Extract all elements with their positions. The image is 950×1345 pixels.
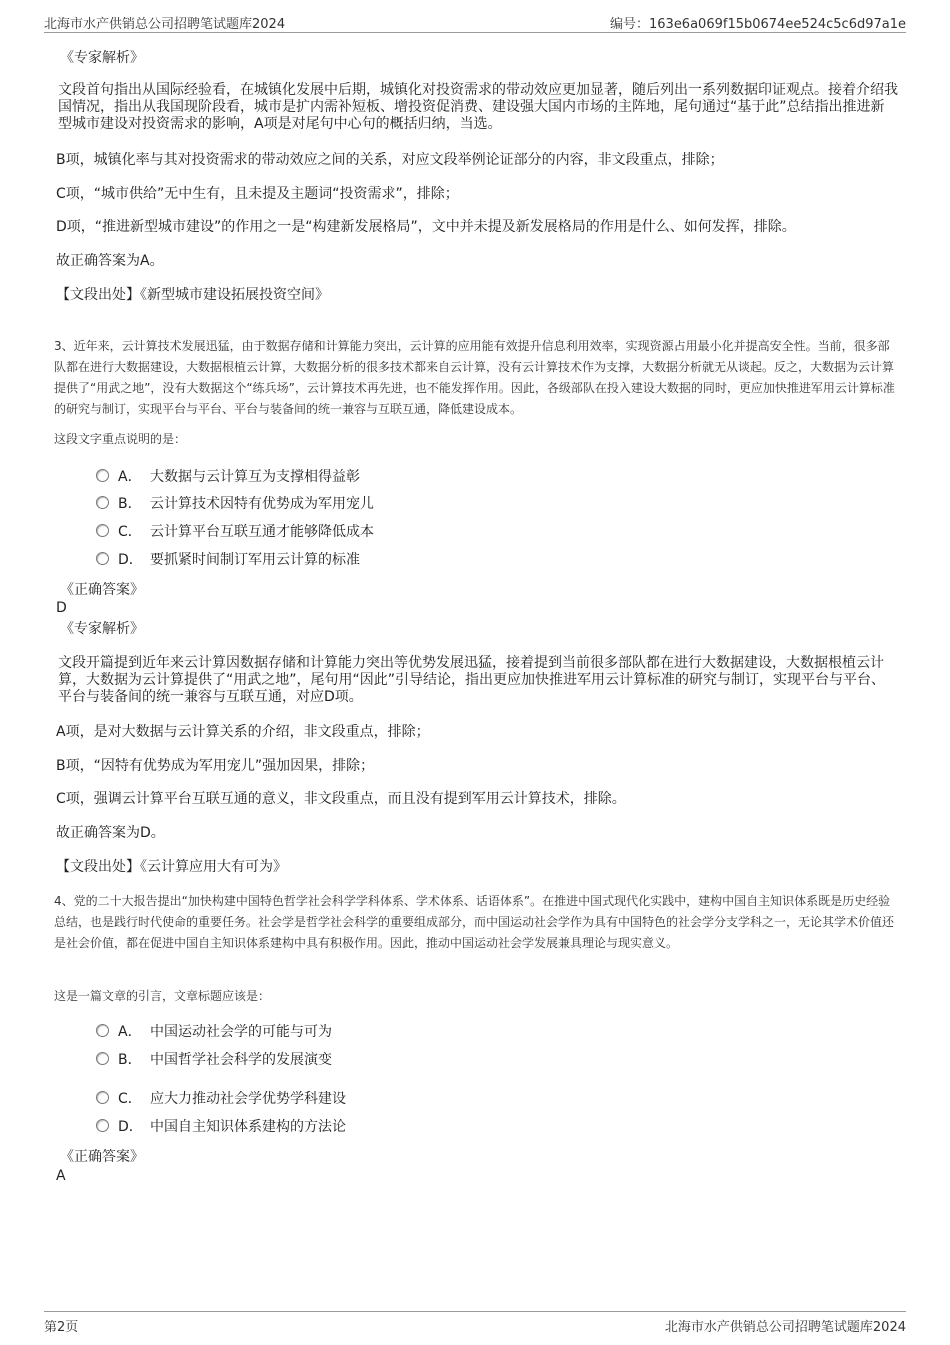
option-b-analysis: B项，城镇化率与其对投资需求的带动效应之间的关系，对应文段举例论证部分的内容，非文段重点，排除； (56, 152, 724, 168)
radio-icon[interactable] (96, 496, 109, 509)
option-a[interactable]: A． 大数据与云计算互为支撑相得益彰 (96, 467, 360, 487)
option-b[interactable]: B． 中国哲学社会科学的发展演变 (96, 1050, 332, 1070)
question-prompt: 这段文字重点说明的是： (54, 432, 187, 446)
option-b[interactable]: B． 云计算技术因特有优势成为军用宠儿 (96, 494, 374, 514)
radio-icon[interactable] (96, 1119, 109, 1132)
answer-label: 《正确答案》 (60, 582, 144, 598)
option-a-analysis: A项，是对大数据与云计算关系的介绍，非文段重点，排除； (56, 724, 430, 740)
page-number: 第2页 (44, 1320, 79, 1335)
header-title: 北海市水产供销总公司招聘笔试题库2024 (44, 17, 286, 32)
option-c[interactable]: C． 云计算平台互联互通才能够降低成本 (96, 522, 374, 542)
answer-label: 《正确答案》 (60, 1149, 144, 1165)
analysis-text: 文段开篇提到近年来云计算因数据存储和计算能力突出等优势发展迅猛，接着提到当前很多部队都在进行大数据建设，大数据根植云计算，大数据为云计算提供了“用武之地”，尾句用“因此”引导结论，指出更应加快推进军用云计算标准的研究与制订，实现平台与平台、平台与装备间的统一兼容与互联互通，对应D项。 (58, 655, 886, 705)
source: 【文段出处】《云计算应用大有可为》 (56, 859, 287, 875)
radio-icon[interactable] (96, 469, 109, 482)
header-doc-id: 编号：163e6a069f15b0674ee524c5c6d97a1e (610, 17, 906, 32)
question-stem: 3、近年来，云计算技术发展迅猛，由于数据存储和计算能力突出，云计算的应用能有效提升信息利用效率，实现资源占用最小化并提高安全性。当前，很多部队都在进行大数据建设，大数据根植云计算，大数据分析的很多技术都来自云计算，没有云计算技术作为支撑，大数据分析就无从谈起。反之，大数据为云计算提供了“用武之地”，没有大数据这个“练兵场”，云计算技术再先进，也不能发挥作用。因此，各级部队在投入建设大数据的同时，更应加快推进军用云计算标准的研究与制订，实现平台与平台、平台与装备间的统一兼容与互联互通，降低建设成本。 (54, 339, 895, 416)
radio-icon[interactable] (96, 1091, 109, 1104)
analysis-text: 文段首句指出从国际经验看，在城镇化发展中后期，城镇化对投资需求的带动效应更加显著，随后列出一系列数据印证观点。接着介绍我国情况，指出从我国现阶段看，城市是扩内需补短板、增投资促消费、建设强大国内市场的主阵地，尾句通过“基于此”总结指出推进新型城市建设对投资需求的影响，A项是对尾句中心句的概括归纳，当选。 (58, 82, 898, 132)
conclusion: 故正确答案为D。 (56, 825, 165, 841)
option-c[interactable]: C． 应大力推动社会学优势学科建设 (96, 1089, 346, 1109)
analysis-label: 《专家解析》 (60, 621, 144, 637)
option-b-analysis: B项，“因特有优势成为军用宠儿”强加因果，排除； (56, 758, 375, 774)
option-a[interactable]: A． 中国运动社会学的可能与可为 (96, 1022, 332, 1042)
option-d-analysis: D项，“推进新型城市建设”的作用之一是“构建新发展格局”，文中并未提及新发展格局的作用是什么、如何发挥，排除。 (56, 219, 796, 235)
radio-icon[interactable] (96, 1024, 109, 1037)
footer-title: 北海市水产供销总公司招聘笔试题库2024 (664, 1320, 906, 1335)
conclusion: 故正确答案为A。 (56, 253, 164, 269)
page-header (44, 10, 906, 33)
answer-value: D (56, 600, 67, 616)
option-c-analysis: C项，强调云计算平台互联互通的意义，非文段重点，而且没有提到军用云计算技术，排除。 (56, 791, 626, 807)
radio-icon[interactable] (96, 524, 109, 537)
question-stem: 4、党的二十大报告提出“加快构建中国特色哲学社会科学学科体系、学术体系、话语体系”。在推进中国式现代化实践中，建构中国自主知识体系既是历史经验总结，也是践行时代使命的重要任务。社会学是哲学社会科学的重要组成部分，而中国运动社会学作为具有中国特色的社会学分支学科之一，无论其学术价值还是社会价值，都在促进中国自主知识体系建构中具有积极作用。因此，推动中国运动社会学发展兼具理论与现实意义。 (54, 894, 895, 950)
answer-value: A (56, 1168, 66, 1184)
option-d[interactable]: D． 要抓紧时间制订军用云计算的标准 (96, 550, 360, 570)
source: 【文段出处】《新型城市建设拓展投资空间》 (56, 287, 329, 303)
radio-icon[interactable] (96, 1052, 109, 1065)
option-d[interactable]: D． 中国自主知识体系建构的方法论 (96, 1117, 346, 1137)
analysis-label: 《专家解析》 (60, 50, 144, 66)
radio-icon[interactable] (96, 552, 109, 565)
question-prompt: 这是一篇文章的引言，文章标题应该是： (54, 989, 271, 1003)
option-c-analysis: C项，“城市供给”无中生有，且未提及主题词“投资需求”，排除； (56, 186, 459, 202)
page-footer (44, 1311, 906, 1336)
